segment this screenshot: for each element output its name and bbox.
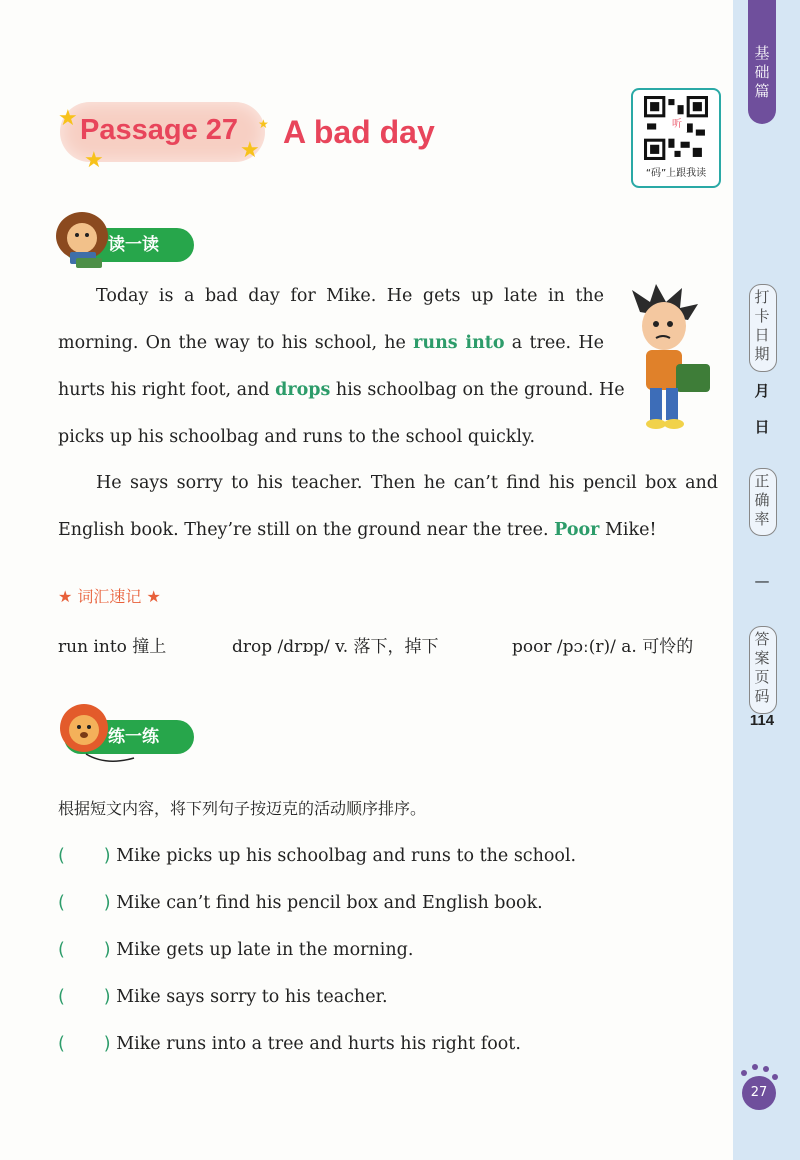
- passage-number: Passage 27: [80, 114, 239, 146]
- passage-line: hurts his right foot, and drops his schoolbag on the ground. He: [58, 380, 625, 400]
- passage-line: He says sorry to his teacher. Then he can’t find his pencil box and: [96, 473, 718, 493]
- section-read-label: 读一读: [108, 235, 159, 255]
- page-title: A bad day: [283, 114, 435, 150]
- lion-icon: [56, 700, 136, 770]
- vocab-item: poor /pɔː(r)/ a. 可怜的: [512, 637, 694, 657]
- day-label: 日: [754, 418, 770, 436]
- checkin-label: 打卡日期: [754, 288, 770, 363]
- star-icon: ★: [240, 138, 260, 163]
- answer-code-label: 答案页码: [754, 630, 770, 705]
- star-icon: ★: [258, 117, 269, 131]
- hedgehog-reading-icon: [52, 208, 112, 270]
- paw-toe: [752, 1064, 758, 1070]
- keyword-poor: Poor: [554, 520, 600, 540]
- page-number: 27: [742, 1076, 776, 1110]
- paw-toe: [772, 1074, 778, 1080]
- vocab-item: run into 撞上: [58, 637, 167, 657]
- answer-page-number: 114: [749, 712, 775, 729]
- star-icon: ★: [58, 106, 78, 131]
- qr-code-panel[interactable]: [631, 88, 721, 188]
- qr-caption: “码”上跟我读: [645, 168, 707, 179]
- accuracy-dash: —: [754, 572, 770, 590]
- exercise-item: ( ) Mike picks up his schoolbag and runs to the school.: [58, 846, 577, 866]
- level-label: 基础篇: [754, 44, 770, 100]
- vocab-heading: ★ 词汇速记 ★: [58, 587, 161, 606]
- exercise-item: ( ) Mike says sorry to his teacher.: [58, 987, 388, 1007]
- answer-blank[interactable]: ( ): [58, 846, 111, 866]
- exercise-instruction: 根据短文内容，将下列句子按迈克的活动顺序排序。: [58, 799, 427, 818]
- passage-paragraph-1: [58, 273, 625, 461]
- passage-line: morning. On the way to his school, he runs into a tree. He: [58, 333, 604, 353]
- keyword-runs-into: runs into: [413, 333, 505, 353]
- accuracy-label: 正确率: [754, 472, 770, 528]
- keyword-drops: drops: [275, 380, 331, 400]
- exercise-item: ( ) Mike gets up late in the morning.: [58, 940, 414, 960]
- passage-paragraph-2: [58, 460, 718, 554]
- exercise-item: ( ) Mike runs into a tree and hurts his right foot.: [58, 1034, 521, 1054]
- answer-blank[interactable]: ( ): [58, 940, 111, 960]
- star-icon: ★: [84, 148, 104, 173]
- answer-blank[interactable]: ( ): [58, 987, 111, 1007]
- passage-line: Today is a bad day for Mike. He gets up late in the: [96, 286, 604, 306]
- vocab-item: drop /drɒp/ v. 落下，掉下: [232, 637, 439, 657]
- listen-label: 听: [667, 118, 687, 132]
- answer-blank[interactable]: ( ): [58, 893, 111, 913]
- exercise-item: ( ) Mike can’t find his pencil box and English book.: [58, 893, 543, 913]
- passage-line: picks up his schoolbag and runs to the school quickly.: [58, 427, 536, 447]
- month-label: 月: [754, 382, 770, 400]
- passage-line: English book. They’re still on the ground near the tree. Poor Mike!: [58, 520, 657, 540]
- answer-blank[interactable]: ( ): [58, 1034, 111, 1054]
- paw-toe: [741, 1070, 747, 1076]
- mike-sad-illustration: [618, 282, 718, 430]
- section-practice-label: 练一练: [108, 727, 159, 747]
- paw-toe: [763, 1066, 769, 1072]
